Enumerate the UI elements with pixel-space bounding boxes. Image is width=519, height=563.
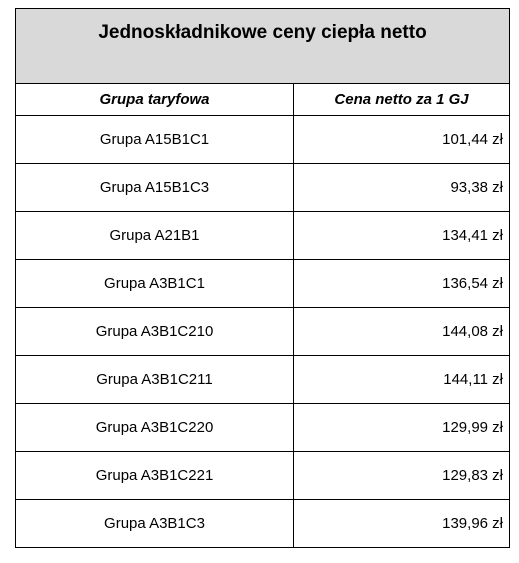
title-row	[16, 9, 510, 84]
net-price-cell: 139,96 zł	[294, 500, 510, 548]
net-price-cell: 144,08 zł	[294, 308, 510, 356]
net-price-cell: 101,44 zł	[294, 116, 510, 164]
table-row	[16, 212, 510, 260]
tariff-group-cell: Grupa A3B1C211	[16, 356, 294, 404]
price-table	[15, 8, 510, 548]
table-row	[16, 452, 510, 500]
tariff-group-cell: Grupa A3B1C221	[16, 452, 294, 500]
column-header-price: Cena netto za 1 GJ	[294, 84, 510, 116]
table-row	[16, 308, 510, 356]
table-row	[16, 356, 510, 404]
net-price-cell: 93,38 zł	[294, 164, 510, 212]
tariff-group-cell: Grupa A3B1C3	[16, 500, 294, 548]
tariff-group-cell: Grupa A3B1C1	[16, 260, 294, 308]
tariff-group-cell: Grupa A3B1C210	[16, 308, 294, 356]
net-price-cell: 134,41 zł	[294, 212, 510, 260]
tariff-group-cell: Grupa A15B1C1	[16, 116, 294, 164]
tariff-group-cell: Grupa A15B1C3	[16, 164, 294, 212]
net-price-cell: 129,99 zł	[294, 404, 510, 452]
net-price-cell: 136,54 zł	[294, 260, 510, 308]
column-header-group: Grupa taryfowa	[16, 84, 294, 116]
table-row	[16, 500, 510, 548]
table-row	[16, 260, 510, 308]
table-row	[16, 164, 510, 212]
table-row	[16, 404, 510, 452]
table-row	[16, 116, 510, 164]
tariff-group-cell: Grupa A3B1C220	[16, 404, 294, 452]
tariff-group-cell: Grupa A21B1	[16, 212, 294, 260]
net-price-cell: 129,83 zł	[294, 452, 510, 500]
net-price-cell: 144,11 zł	[294, 356, 510, 404]
table-title: Jednoskładnikowe ceny ciepła netto	[16, 9, 510, 84]
header-row	[16, 84, 510, 116]
